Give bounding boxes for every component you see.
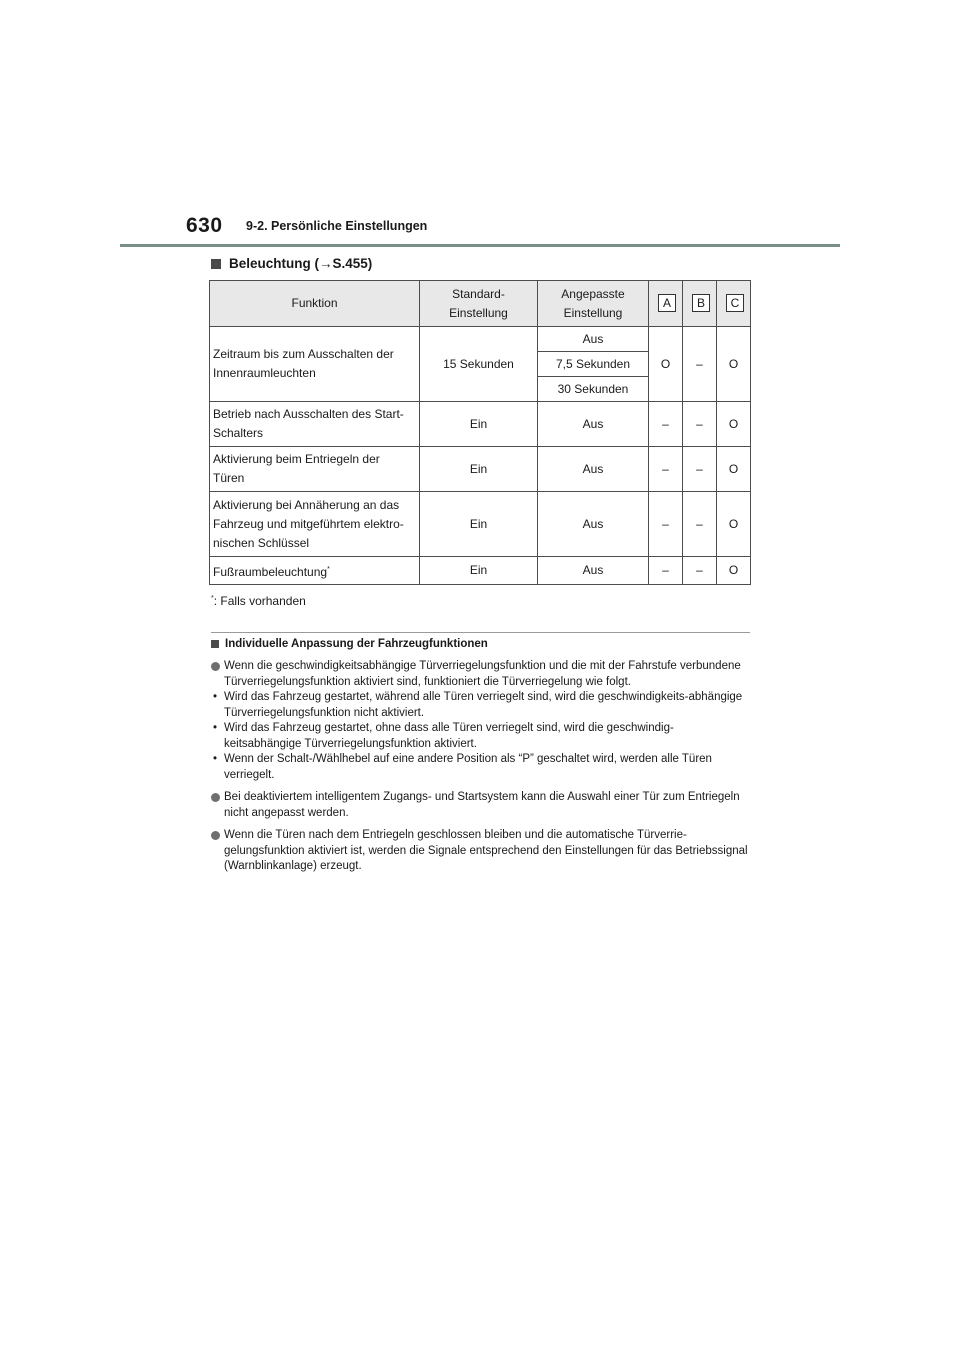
circle-bullet-icon — [211, 662, 220, 671]
row3-angepasst: Aus — [538, 447, 649, 492]
row5-angepasst: Aus — [538, 557, 649, 585]
row5-b: – — [683, 557, 717, 585]
row4-funktion-line2: Fahrzeug und mitgeführtem elektro- — [213, 516, 404, 531]
row5-funktion — [210, 557, 420, 585]
row2-funktion-line1: Betrieb nach Ausschalten des Start- — [213, 407, 404, 421]
row1-option-3: 30 Sekunden — [538, 377, 649, 402]
row3-funktion — [210, 447, 420, 492]
note-paragraph — [211, 659, 751, 690]
list-item: • Wird das Fahrzeug gestartet, während alle Türen verriegelt sind, wird die geschwindigkeits-abhängige Türverriegelungsfunktion nicht aktiviert. — [213, 691, 743, 719]
table-footnote — [211, 594, 306, 608]
row2-a: – — [649, 402, 683, 447]
row5-c: O — [717, 557, 751, 585]
block-heading — [211, 256, 372, 271]
row2-funktion-line2: Schalters — [213, 426, 264, 440]
list-item: • Wenn der Schalt-/Wählhebel auf eine andere Position als “P” geschaltet wird, werden alle Türen verriegelt. — [213, 753, 712, 781]
row2-b: – — [683, 402, 717, 447]
row4-funktion-line3: nischen Schlüssel — [213, 535, 310, 550]
header-angepasst-line1: Angepasste — [561, 286, 625, 301]
footnote-mark: * — [211, 595, 214, 602]
row1-a: O — [649, 327, 683, 402]
row4-a: – — [649, 492, 683, 557]
note-paragraph-2-text: Bei deaktiviertem intelligentem Zugangs- und Startsystem kann die Auswahl einer Tür zum Entriegeln nicht angepasst werden. — [224, 791, 740, 819]
letter-c-box: C — [726, 294, 744, 312]
row1-option-1: Aus — [538, 327, 649, 352]
table-row — [210, 492, 751, 557]
row2-funktion — [210, 402, 420, 447]
letter-a-box: A — [658, 294, 676, 312]
row3-funktion-line2: Türen — [213, 471, 245, 485]
header-angepasst-line2: Einstellung — [563, 305, 623, 320]
row3-a: – — [649, 447, 683, 492]
row1-standard: 15 Sekunden — [420, 327, 538, 402]
table-row — [210, 402, 751, 447]
notes-divider — [211, 632, 750, 633]
row2-angepasst: Aus — [538, 402, 649, 447]
header-c — [717, 281, 751, 327]
row1-b: – — [683, 327, 717, 402]
header-standard-line1: Standard- — [452, 286, 505, 301]
row1-funktion — [210, 327, 420, 402]
header-a — [649, 281, 683, 327]
row4-standard: Ein — [420, 492, 538, 557]
note-paragraph-1-text: Wenn die geschwindigkeitsabhängige Türverriegelungsfunktion und die mit der Fahrstufe verbundene Türverriegelungsfunktion aktiviert sind, funktioniert die Türverriegelung wie folgt. — [224, 660, 741, 688]
notes-heading — [211, 638, 488, 650]
header-angepasst — [538, 281, 649, 327]
row4-angepasst: Aus — [538, 492, 649, 557]
square-bullet-icon — [211, 640, 219, 648]
row1-c: O — [717, 327, 751, 402]
row4-b: – — [683, 492, 717, 557]
footnote-marker: * — [327, 565, 330, 573]
note-paragraph — [211, 828, 751, 875]
list-item: • Wird das Fahrzeug gestartet, ohne dass alle Türen verriegelt sind, wird die geschwindig-keitsabhängige Türverriegelungsfunktion aktiviert. — [213, 722, 674, 750]
table-row — [210, 327, 751, 352]
dash-item-2-text: Wird das Fahrzeug gestartet, ohne dass alle Türen verriegelt sind, wird die geschwindig-keitsabhängige Türverriegelungsfunktion aktiviert. — [224, 722, 674, 750]
row1-option-2: 7,5 Sekunden — [538, 352, 649, 377]
header-standard — [420, 281, 538, 327]
notes-heading-text: Individuelle Anpassung der Fahrzeugfunktionen — [225, 638, 488, 650]
square-bullet-icon — [211, 259, 221, 269]
header-b — [683, 281, 717, 327]
note-paragraph — [211, 790, 751, 821]
row5-a: – — [649, 557, 683, 585]
note-paragraph-3-text: Wenn die Türen nach dem Entriegeln geschlossen bleiben und die automatische Türverrie-gelungsfunktion aktiviert ist, werden die Signale entsprechend den Einstellungen für das Betriebssignal (Warnblinkanlage) erzeugt. — [224, 829, 748, 872]
row2-c: O — [717, 402, 751, 447]
row3-funktion-line1: Aktivierung beim Entriegeln der — [213, 452, 380, 466]
table-row — [210, 557, 751, 585]
header-standard-line2: Einstellung — [449, 305, 508, 320]
block-title: Beleuchtung (→S.455) — [229, 256, 373, 271]
row2-standard: Ein — [420, 402, 538, 447]
row3-b: – — [683, 447, 717, 492]
header-divider — [120, 244, 840, 247]
table-row — [210, 447, 751, 492]
row1-funktion-line2: Innenraumleuchten — [213, 366, 316, 380]
page-number: 630 — [186, 214, 223, 237]
row4-funktion-line1: Aktivierung bei Annäherung an das — [213, 497, 400, 512]
row4-c: O — [717, 492, 751, 557]
circle-bullet-icon — [211, 793, 220, 802]
letter-b-box: B — [692, 294, 710, 312]
dash-item-3-text: Wenn der Schalt-/Wählhebel auf eine andere Position als “P” geschaltet wird, werden alle Türen verriegelt. — [224, 753, 712, 781]
row1-funktion-line1: Zeitraum bis zum Ausschalten der — [213, 347, 394, 361]
row3-standard: Ein — [420, 447, 538, 492]
dash-list — [211, 690, 751, 783]
header-funktion: Funktion — [210, 281, 420, 327]
footnote-text: : Falls vorhanden — [213, 594, 306, 608]
row5-funktion-label: Fußraumbeleuchtung — [213, 564, 328, 579]
notes-body — [211, 659, 751, 882]
circle-bullet-icon — [211, 831, 220, 840]
row4-funktion — [210, 492, 420, 557]
row3-c: O — [717, 447, 751, 492]
settings-table — [209, 280, 751, 585]
section-title: 9-2. Persönliche Einstellungen — [246, 219, 428, 233]
row5-standard: Ein — [420, 557, 538, 585]
table-header-row — [210, 281, 751, 327]
dash-item-1-text: Wird das Fahrzeug gestartet, während alle Türen verriegelt sind, wird die geschwindigkeits-abhängige Türverriegelungsfunktion nicht aktiviert. — [224, 691, 743, 719]
